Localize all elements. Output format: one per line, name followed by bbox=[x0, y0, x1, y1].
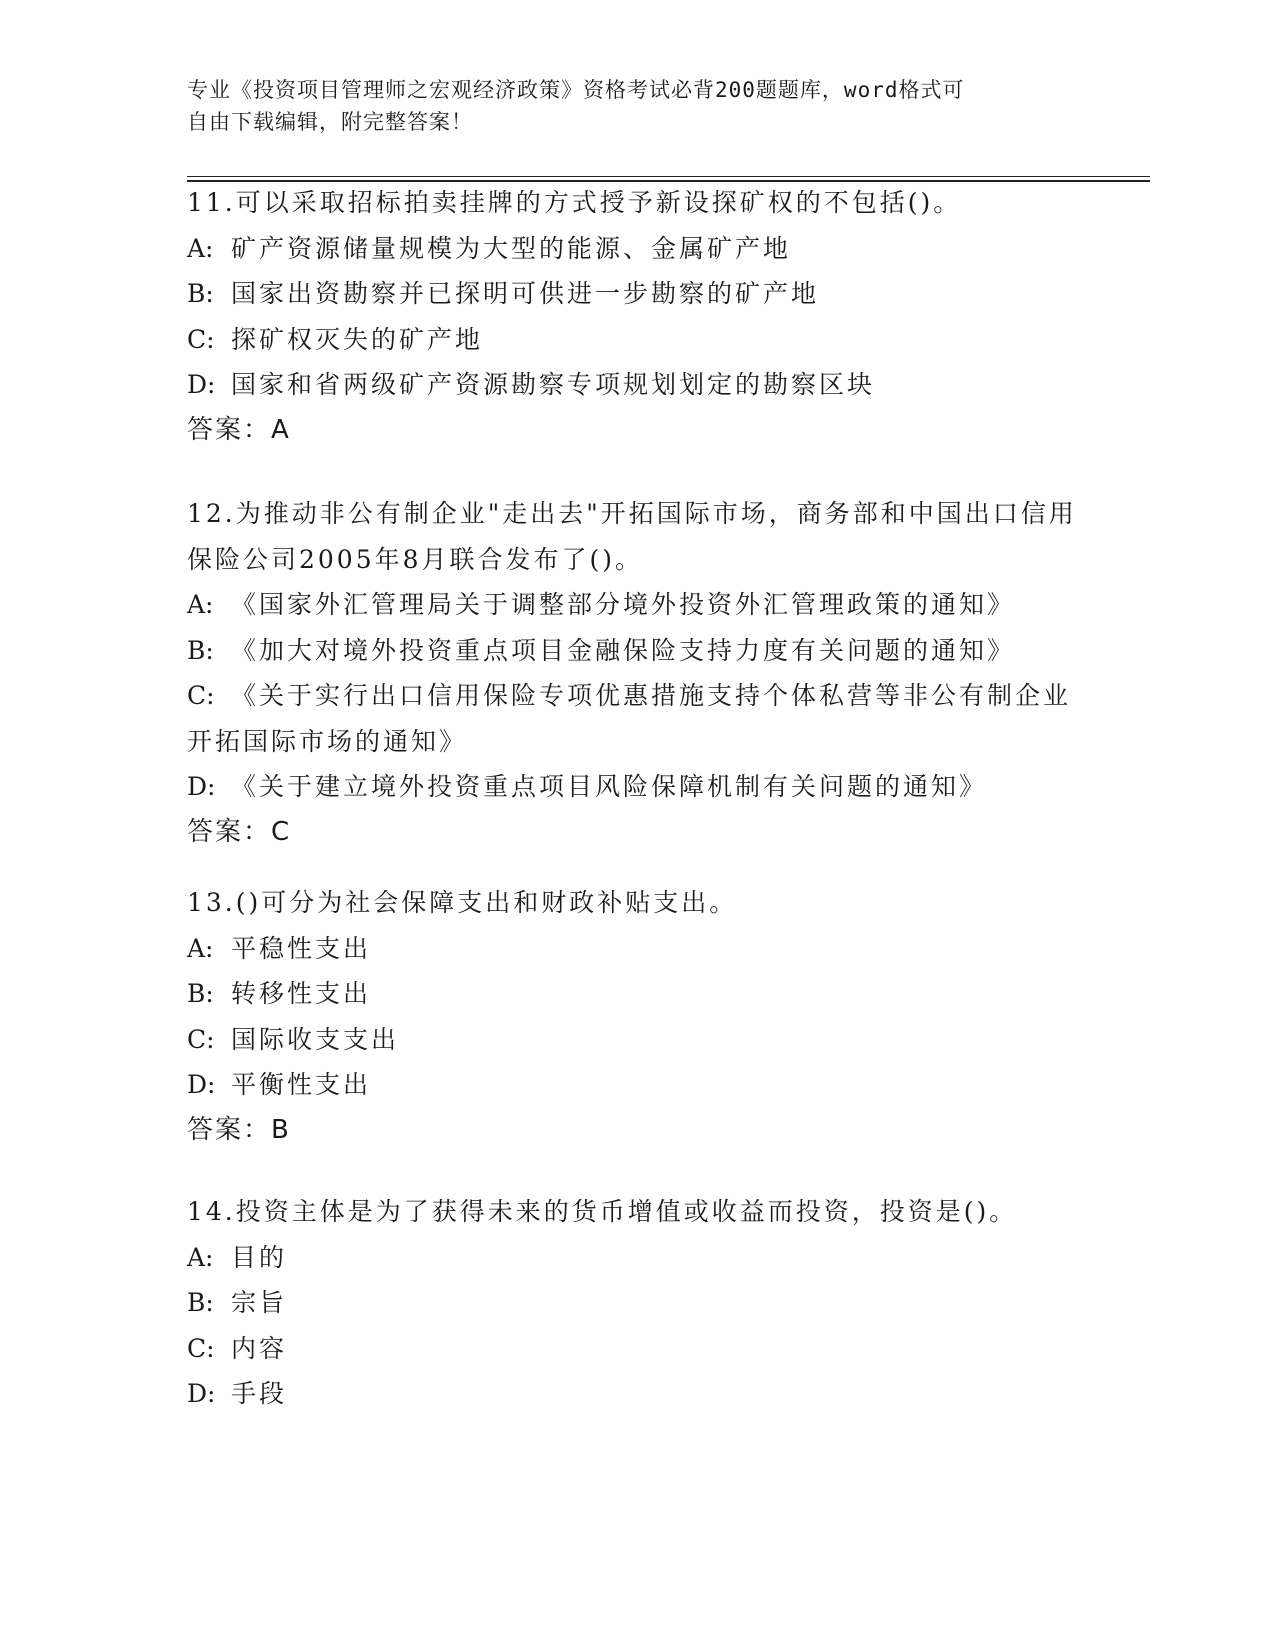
option-text: 宗旨 bbox=[231, 1288, 288, 1317]
option-b bbox=[187, 628, 1087, 674]
option-text: 《关于实行出口信用保险专项优惠措施支持个体私营等非公有制企业开拓国际市场的通知》 bbox=[187, 681, 1072, 756]
option-key: A: bbox=[187, 233, 214, 263]
option-key: C: bbox=[187, 324, 215, 354]
question-stem: 14.投资主体是为了获得未来的货币增值或收益而投资，投资是()。 bbox=[187, 1197, 1018, 1226]
option-key: D: bbox=[187, 772, 216, 801]
document-header bbox=[187, 74, 1067, 138]
option-text: 国际收支支出 bbox=[231, 1024, 400, 1054]
question-13 bbox=[187, 880, 1087, 1153]
header-line-2: 自由下载编辑，附完整答案！ bbox=[187, 110, 473, 134]
option-a bbox=[187, 582, 1087, 628]
option-c bbox=[187, 673, 1087, 764]
option-text: 《加大对境外投资重点项目金融保险支持力度有关问题的通知》 bbox=[231, 635, 1016, 665]
question-stem: 11.可以采取招标拍卖挂牌的方式授予新设探矿权的不包括()。 bbox=[187, 188, 962, 217]
option-text: 探矿权灭失的矿产地 bbox=[231, 324, 484, 354]
option-text: 国家出资勘察并已探明可供进一步勘察的矿产地 bbox=[231, 279, 820, 308]
option-key: B: bbox=[187, 635, 214, 665]
answer: 答案：B bbox=[187, 1114, 291, 1145]
option-text: 平衡性支出 bbox=[231, 1070, 372, 1099]
option-key: D: bbox=[187, 1379, 216, 1408]
header-divider-thin bbox=[187, 176, 1150, 177]
option-key: B: bbox=[187, 279, 214, 308]
question-11 bbox=[187, 180, 1087, 453]
option-b bbox=[187, 271, 1087, 317]
option-text: 国家和省两级矿产资源勘察专项规划划定的勘察区块 bbox=[231, 370, 876, 399]
option-b bbox=[187, 971, 1087, 1017]
option-key: A: bbox=[187, 933, 214, 963]
option-key: B: bbox=[187, 1288, 214, 1317]
option-text: 目的 bbox=[231, 1242, 288, 1272]
question-12 bbox=[187, 491, 1087, 855]
option-c bbox=[187, 1326, 1087, 1372]
option-c bbox=[187, 317, 1087, 363]
option-a bbox=[187, 226, 1087, 272]
option-text: 矿产资源储量规模为大型的能源、金属矿产地 bbox=[231, 233, 792, 263]
question-14 bbox=[187, 1189, 1087, 1417]
option-text: 内容 bbox=[231, 1333, 288, 1363]
option-text: 转移性支出 bbox=[231, 979, 372, 1008]
option-a bbox=[187, 926, 1087, 972]
option-text: 手段 bbox=[231, 1379, 288, 1408]
header-line-1: 专业《投资项目管理师之宏观经济政策》资格考试必背200题题库，word格式可 bbox=[187, 78, 965, 102]
answer: 答案：A bbox=[187, 414, 291, 445]
question-stem: 13.()可分为社会保障支出和财政补贴支出。 bbox=[187, 888, 738, 917]
option-d bbox=[187, 764, 1087, 810]
option-c bbox=[187, 1017, 1087, 1063]
option-key: C: bbox=[187, 1024, 215, 1054]
option-key: B: bbox=[187, 979, 214, 1008]
option-text: 《关于建立境外投资重点项目风险保障机制有关问题的通知》 bbox=[231, 772, 988, 801]
option-key: C: bbox=[187, 681, 215, 710]
option-key: C: bbox=[187, 1333, 215, 1363]
option-b bbox=[187, 1280, 1087, 1326]
option-d bbox=[187, 1371, 1087, 1417]
option-key: A: bbox=[187, 590, 214, 619]
option-d bbox=[187, 1062, 1087, 1108]
option-key: A: bbox=[187, 1242, 214, 1272]
option-a bbox=[187, 1235, 1087, 1281]
option-d bbox=[187, 362, 1087, 408]
option-key: D: bbox=[187, 1070, 216, 1099]
option-text: 平稳性支出 bbox=[231, 933, 372, 963]
option-key: D: bbox=[187, 370, 216, 399]
answer: 答案：C bbox=[187, 816, 292, 847]
question-stem: 12.为推动非公有制企业"走出去"开拓国际市场，商务部和中国出口信用保险公司2005年8月联合发布了()。 bbox=[187, 499, 1077, 574]
option-text: 《国家外汇管理局关于调整部分境外投资外汇管理政策的通知》 bbox=[231, 590, 1016, 619]
